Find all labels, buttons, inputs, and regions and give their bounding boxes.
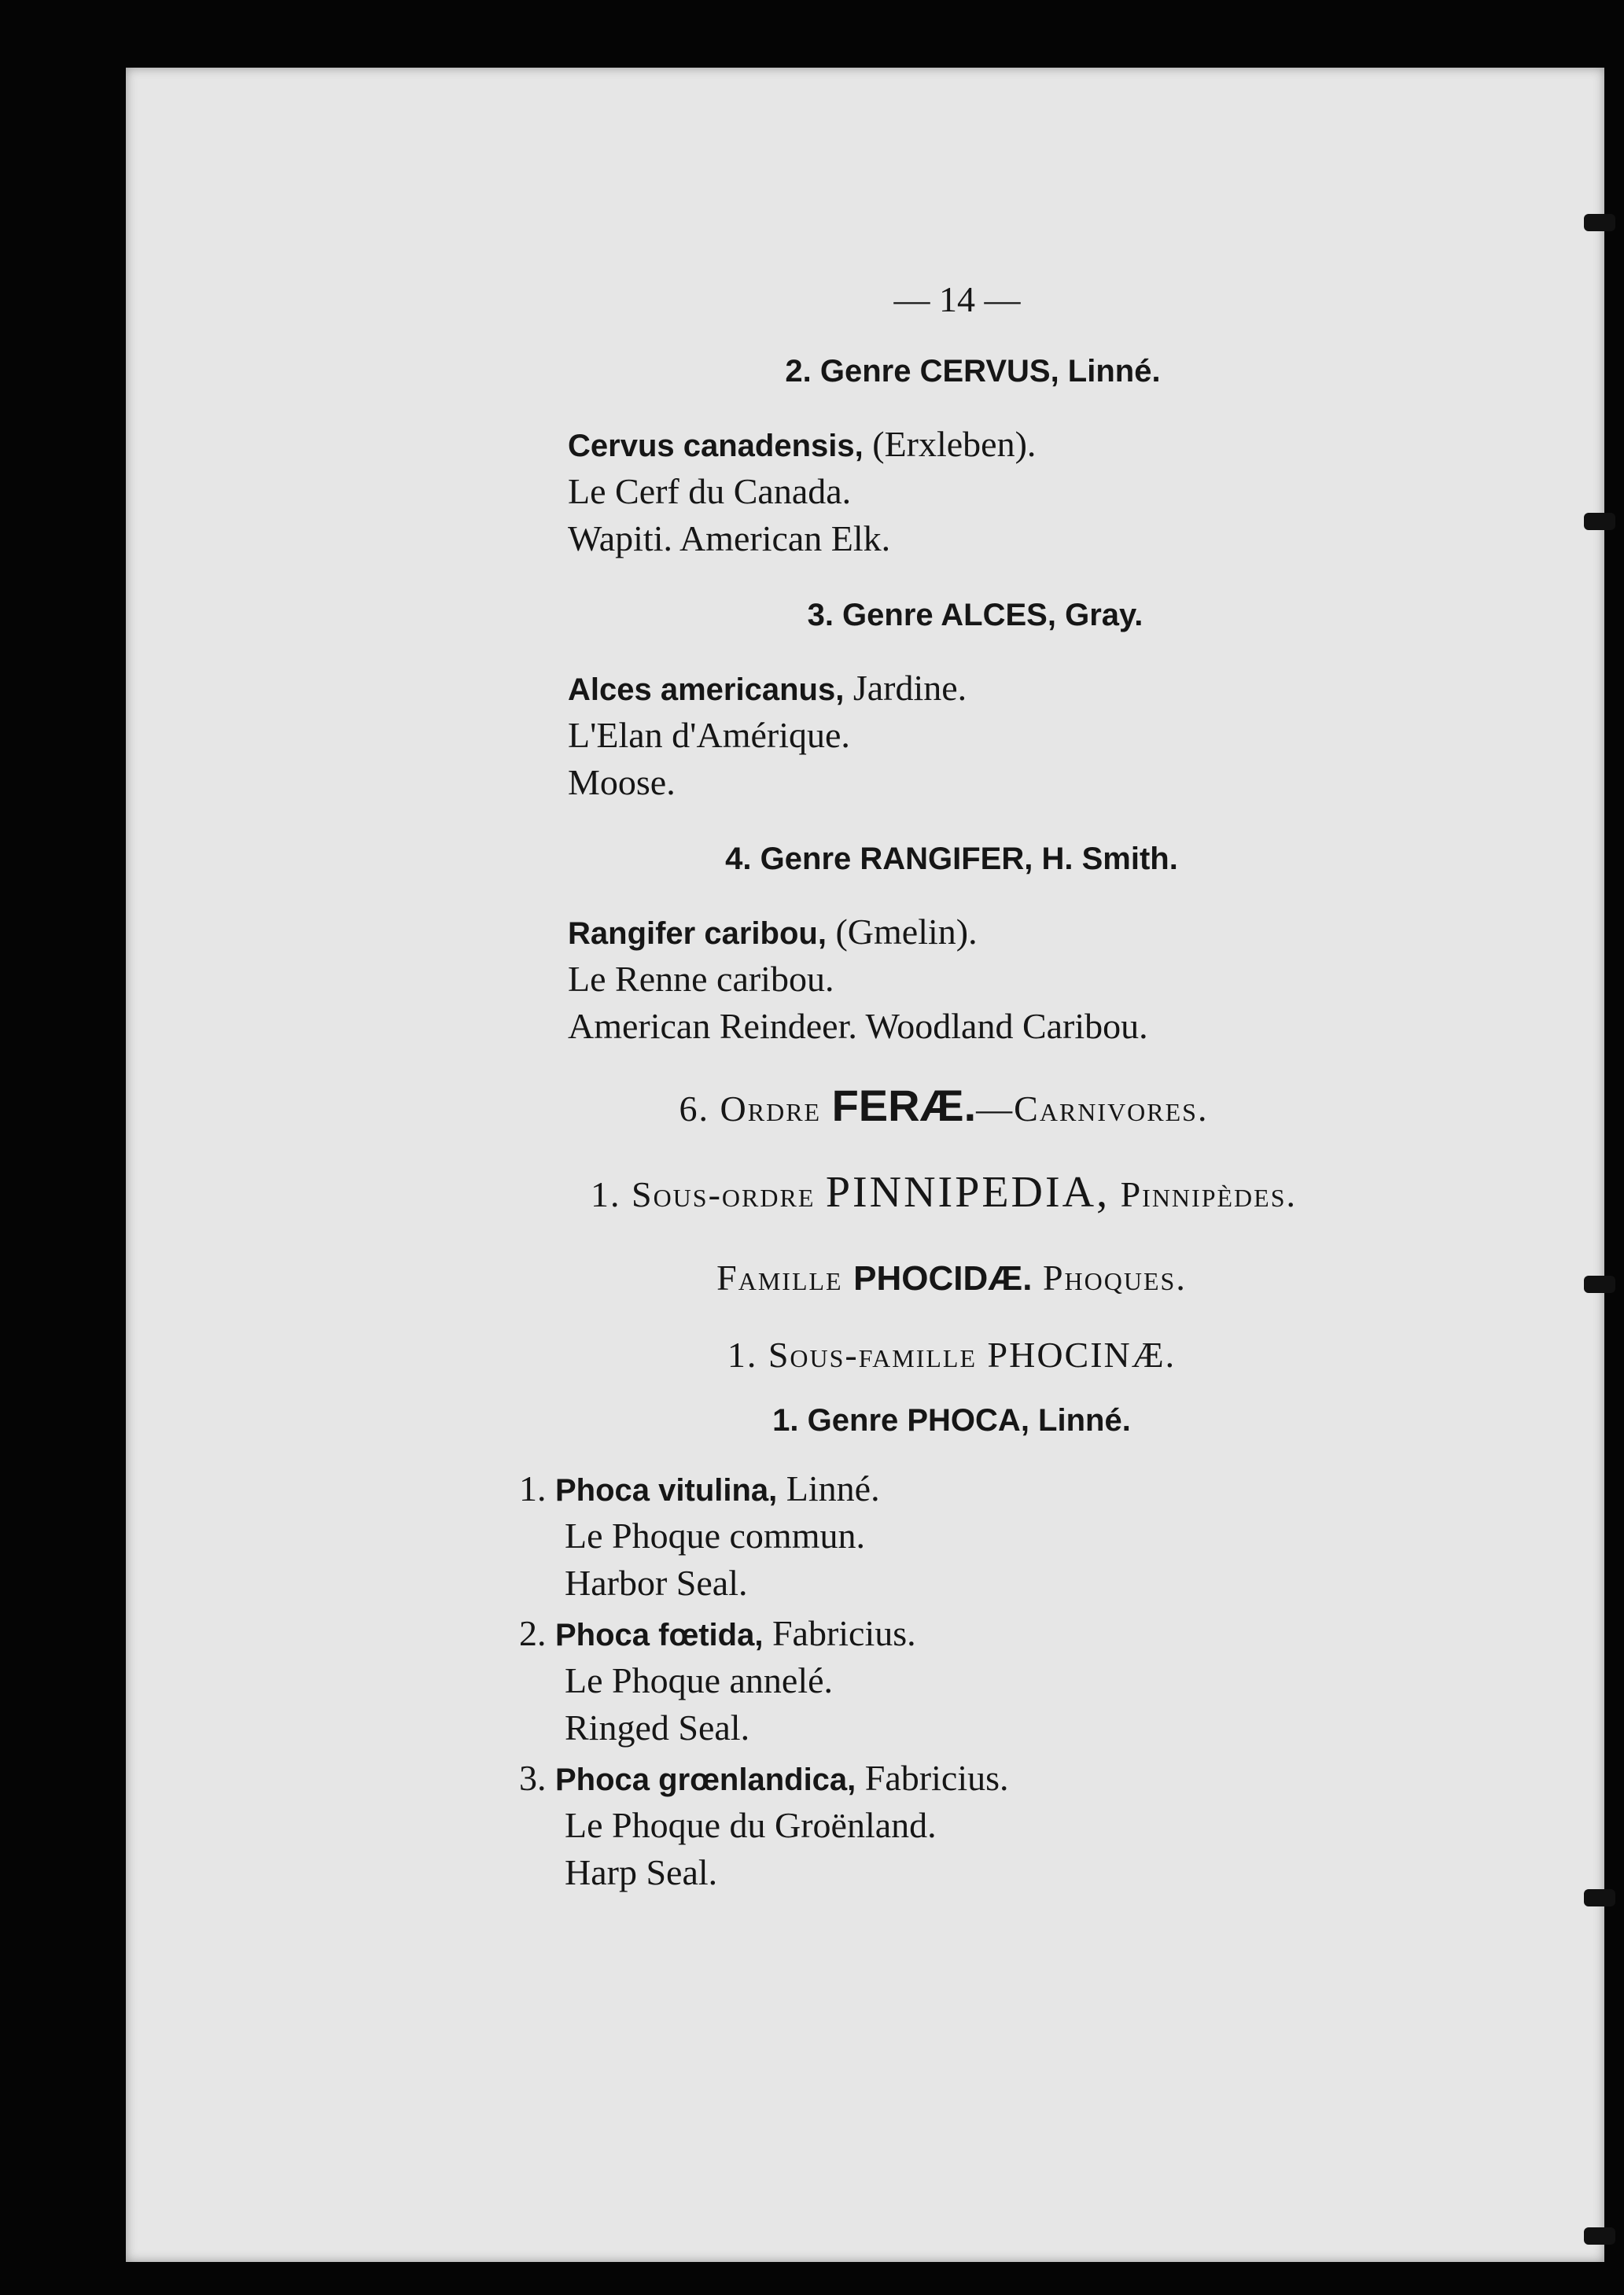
order-name: FERÆ.: [831, 1081, 977, 1130]
species-entry: [519, 1760, 1009, 1796]
species-entry: [519, 1615, 916, 1652]
french-common-name: Le Phoque commun.: [565, 1516, 865, 1556]
species-authority: Fabricius.: [763, 1613, 916, 1653]
species-authority: Jardine.: [844, 668, 967, 708]
english-common-name: Harbor Seal.: [565, 1563, 748, 1603]
genus-heading-phoca: 1. Genre PHOCA, Linné.: [772, 1403, 1131, 1438]
french-common-name: Le Cerf du Canada.: [568, 471, 852, 511]
genus-heading-alces: 3. Genre ALCES, Gray.: [807, 598, 1143, 632]
binding-mark: [1584, 513, 1615, 530]
family-prefix: Famille: [716, 1258, 854, 1298]
french-common-name: Le Phoque du Groënland.: [565, 1805, 937, 1845]
species-entry-alces: [568, 670, 967, 706]
family-name: PHOCIDÆ.: [853, 1259, 1033, 1298]
book-page: [126, 68, 1604, 2262]
binding-mark: [1584, 1276, 1615, 1293]
order-suffix: —Carnivores.: [976, 1089, 1209, 1129]
species-authority: (Gmelin).: [826, 912, 978, 952]
family-suffix: Phoques.: [1032, 1258, 1187, 1298]
order-heading: [679, 1081, 1209, 1130]
species-name: Phoca grœnlandica,: [555, 1763, 856, 1797]
species-authority: Linné.: [777, 1468, 880, 1509]
species-name: Cervus canadensis,: [568, 429, 864, 463]
english-common-name: American Reindeer. Woodland Caribou.: [568, 1006, 1148, 1046]
page-number: — 14 —: [893, 279, 1021, 319]
english-common-name: Moose.: [568, 762, 676, 802]
species-name: Phoca fœtida,: [555, 1618, 764, 1652]
subfamily-heading: 1. Sous-famille PHOCINÆ.: [727, 1335, 1177, 1375]
french-common-name: L'Elan d'Amérique.: [568, 715, 850, 755]
binding-mark: [1584, 2227, 1615, 2245]
species-authority: (Erxleben).: [863, 424, 1037, 464]
species-authority: Fabricius.: [856, 1758, 1009, 1798]
species-name: Rangifer caribou,: [568, 916, 827, 951]
english-common-name: Harp Seal.: [565, 1852, 718, 1892]
genus-heading-rangifer: 4. Genre RANGIFER, H. Smith.: [725, 842, 1178, 876]
english-common-name: Wapiti. American Elk.: [568, 518, 891, 558]
species-name: Phoca vitulina,: [555, 1473, 778, 1508]
species-entry-rangifer: [568, 914, 978, 950]
french-common-name: Le Renne caribou.: [568, 959, 834, 999]
species-name: Alces americanus,: [568, 672, 845, 707]
binding-mark: [1584, 1889, 1615, 1906]
species-number: 2.: [519, 1613, 547, 1653]
genus-heading-cervus: 2. Genre CERVUS, Linné.: [785, 354, 1161, 389]
binding-mark: [1584, 214, 1615, 231]
english-common-name: Ringed Seal.: [565, 1707, 750, 1748]
suborder-suffix: Pinnipèdes.: [1110, 1174, 1298, 1214]
suborder-prefix: 1. Sous-ordre: [590, 1174, 826, 1214]
species-entry-cervus: [568, 426, 1036, 462]
french-common-name: Le Phoque annelé.: [565, 1660, 834, 1700]
family-heading: [716, 1260, 1187, 1296]
species-entry: [519, 1468, 880, 1509]
order-prefix: 6. Ordre: [679, 1089, 832, 1129]
species-number: 1.: [519, 1468, 547, 1509]
suborder-heading: [590, 1168, 1298, 1217]
species-number: 3.: [519, 1758, 547, 1798]
suborder-name: PINNIPEDIA,: [825, 1168, 1110, 1217]
